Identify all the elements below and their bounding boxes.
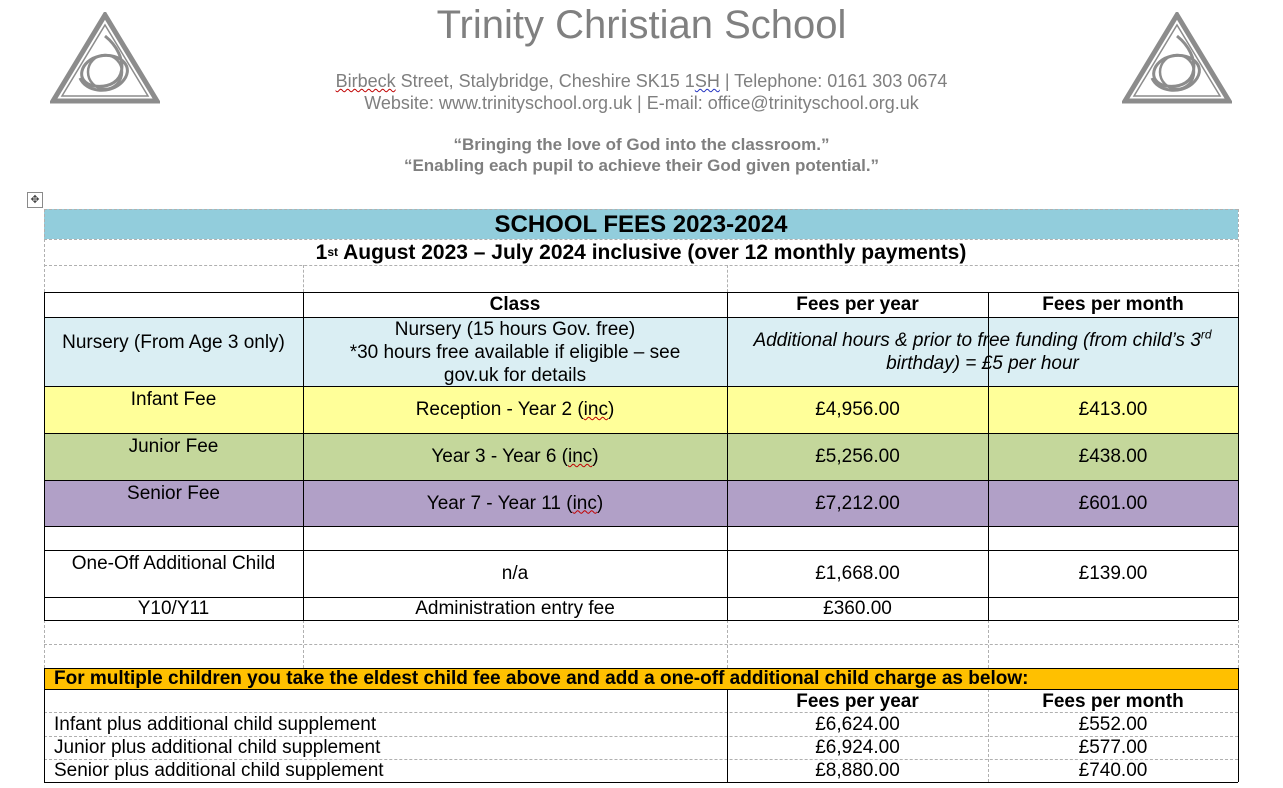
grid-dashed: [1238, 209, 1239, 292]
junior-fee-year: £5,256.00: [815, 446, 900, 467]
grid-dashed: [44, 265, 1238, 266]
supplement-month-infant: £552.00: [1078, 714, 1148, 735]
nursery-note-pre: Additional hours & prior to free funding (from child’s 3: [753, 329, 1201, 351]
address-phone: | Telephone: 0161 303 0674: [719, 71, 948, 91]
grid-line: [1238, 292, 1239, 620]
grid-line: [44, 620, 1238, 621]
fees-title: SCHOOL FEES 2023-2024: [494, 210, 788, 238]
junior-fee-month: £438.00: [1078, 446, 1148, 467]
subtitle-rest: August 2023 – July 2024 inclusive (over 12 monthly payments): [338, 240, 967, 264]
supplement-year-junior: £6,924.00: [815, 737, 900, 758]
address-mid: Street, Stalybridge, Cheshire SK15 1: [395, 71, 695, 91]
one-off-fee-month: £139.00: [1078, 563, 1148, 584]
supplement-year-infant: £6,624.00: [815, 714, 900, 735]
supplement-month-senior: £740.00: [1078, 760, 1148, 781]
nursery-note-post: birthday) = £5 per hour: [886, 352, 1079, 374]
admin-label: Y10/Y11: [137, 598, 210, 619]
senior-class: Year 7 - Year 11 ( inc ): [426, 492, 604, 514]
infant-label: Infant Fee: [130, 389, 217, 410]
multi-header-fees-year: Fees per year: [796, 691, 919, 712]
nursery-class-line2: *30 hours free available if eligible – see gov.uk for details: [349, 342, 681, 386]
senior-fee-year: £7,212.00: [815, 492, 900, 514]
nursery-class: [303, 318, 727, 386]
senior-label: Senior Fee: [127, 483, 220, 504]
address-street-word: Birbeck: [335, 71, 396, 91]
one-off-class: n/a: [501, 563, 529, 584]
supplement-month-junior: £577.00: [1078, 737, 1148, 758]
school-name: Trinity Christian School: [436, 3, 847, 47]
grid-dashed: [988, 620, 989, 668]
senior-fee-month: £601.00: [1078, 492, 1148, 514]
supplement-label-junior: Junior plus additional child supplement: [54, 737, 381, 758]
grid-dashed: [727, 620, 728, 668]
address-line: [0, 71, 1283, 92]
multi-header-fees-month: Fees per month: [1042, 691, 1184, 712]
admin-fee-year: £360.00: [823, 598, 892, 619]
junior-class: Year 3 - Year 6 ( inc ): [431, 446, 599, 467]
infant-class: Reception - Year 2 ( inc ): [415, 399, 615, 420]
grid-dashed: [44, 644, 1238, 645]
supplement-label-infant: Infant plus additional child supplement: [54, 714, 377, 735]
address-postcode-tail: SH: [694, 71, 720, 91]
nursery-note: [727, 317, 1238, 386]
subtitle-day: 1: [315, 240, 328, 264]
col-header-class: Class: [489, 294, 541, 315]
nursery-class-line1: Nursery (15 hours Gov. free): [394, 319, 636, 340]
supplement-year-senior: £8,880.00: [815, 760, 900, 781]
table-move-handle[interactable]: ✥: [27, 192, 43, 208]
col-header-fees-year: Fees per year: [796, 294, 919, 315]
col-header-fees-month: Fees per month: [1042, 294, 1184, 315]
one-off-fee-year: £1,668.00: [815, 563, 900, 584]
quote-1: “Bringing the love of God into the classroom.”: [453, 135, 830, 154]
junior-label: Junior Fee: [128, 436, 219, 457]
nursery-note-ordinal: rd: [1200, 327, 1212, 342]
supplement-label-senior: Senior plus additional child supplement: [54, 760, 384, 781]
grid-dashed: [1238, 620, 1239, 668]
grid-dashed: [303, 620, 304, 668]
infant-fee-month: £413.00: [1078, 399, 1148, 420]
infant-fee-year: £4,956.00: [815, 399, 900, 420]
grid-line: [1238, 668, 1239, 782]
grid-line: [44, 526, 1238, 527]
grid-dashed: [44, 620, 45, 668]
nursery-label: Nursery (From Age 3 only): [62, 331, 285, 353]
grid-dashed: [727, 265, 728, 292]
quote-2: “Enabling each pupil to achieve their God given potential.”: [403, 156, 880, 175]
multi-children-note: For multiple children you take the eldest child fee above and add a one-off additional child charge as below:: [54, 668, 1029, 689]
grid-dashed: [303, 265, 304, 292]
one-off-label: One-Off Additional Child: [71, 553, 276, 574]
fees-subtitle: 1 st August 2023 – July 2024 inclusive (over 12 monthly payments): [315, 240, 967, 264]
admin-class: Administration entry fee: [415, 598, 615, 619]
grid-line: [44, 782, 1238, 783]
web-email-line: Website: www.trinityschool.org.uk | E-mail: office@trinityschool.org.uk: [364, 93, 919, 113]
